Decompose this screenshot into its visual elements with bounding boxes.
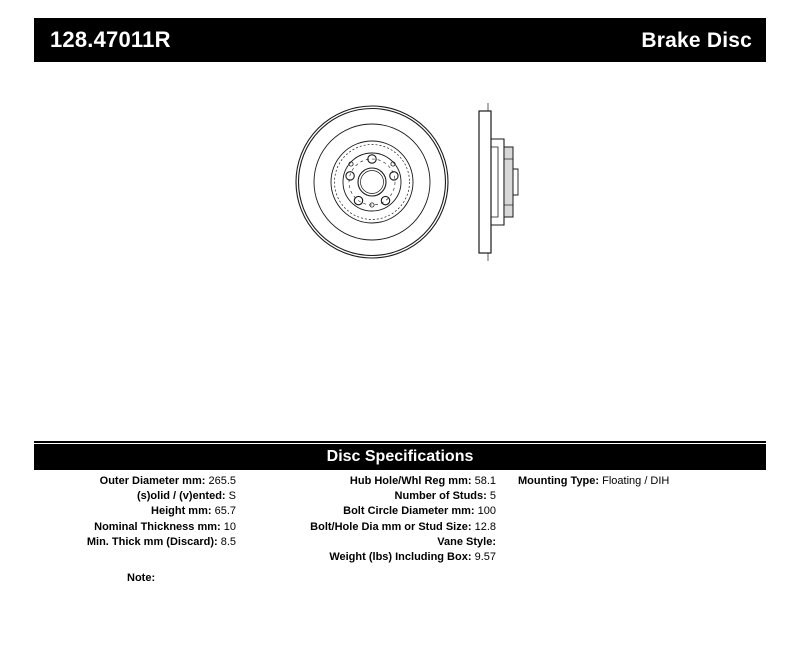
spec-column-middle: [240, 474, 500, 565]
spec-divider: [34, 441, 766, 443]
spec-row: [240, 474, 500, 489]
spec-label: Hub Hole/Whl Reg mm:: [349, 475, 472, 487]
spec-label: Nominal Thickness mm:: [94, 520, 221, 533]
spec-label: Number of Studs:: [394, 490, 487, 503]
spec-value: 65.7: [214, 505, 236, 518]
spec-value: 12.8: [474, 520, 496, 533]
spec-row: [500, 474, 766, 489]
spec-label: Bolt Circle Diameter mm:: [343, 505, 475, 518]
spec-label: Bolt/Hole Dia mm or Stud Size:: [310, 520, 472, 533]
spec-row: [240, 504, 500, 519]
spec-row: [240, 550, 500, 565]
spec-label: (s)olid / (v)ented:: [136, 490, 226, 503]
spec-value: S: [228, 490, 236, 503]
spec-value: 10: [223, 520, 236, 533]
note-row: [127, 572, 155, 584]
spec-label: Min. Thick mm (Discard):: [86, 535, 218, 548]
spec-value: 100: [477, 505, 496, 518]
spec-row: [34, 474, 240, 489]
header-bar: [34, 18, 766, 62]
spec-value: 58.1: [474, 475, 496, 487]
spec-section-title: Disc Specifications: [34, 444, 766, 470]
spec-row: [34, 504, 240, 519]
spec-row: [240, 520, 500, 535]
part-number: 128.47011R: [50, 27, 171, 52]
spec-column-right: [500, 474, 766, 565]
spec-column-left: [34, 474, 240, 565]
spec-value: Floating / DIH: [602, 475, 670, 487]
spec-row: [240, 489, 500, 504]
spec-table: [34, 474, 766, 565]
spec-row: [34, 520, 240, 535]
spec-label: Outer Diameter mm:: [99, 475, 206, 487]
spec-value: 8.5: [220, 535, 236, 548]
spec-row: [240, 535, 500, 550]
spec-row: [34, 489, 240, 504]
note-label: Note:: [127, 572, 156, 584]
spec-label: Vane Style:: [437, 535, 496, 548]
spec-label: Mounting Type:: [518, 475, 600, 487]
spec-value: 9.57: [474, 551, 496, 564]
spec-value: 5: [489, 490, 496, 503]
brake-rotor-drawing: [280, 95, 540, 275]
page-title: Brake Disc: [641, 28, 752, 52]
spec-label: Weight (lbs) Including Box:: [329, 551, 472, 564]
spec-value: 265.5: [208, 475, 236, 487]
spec-label: Height mm:: [151, 505, 212, 518]
spec-row: [34, 535, 240, 550]
